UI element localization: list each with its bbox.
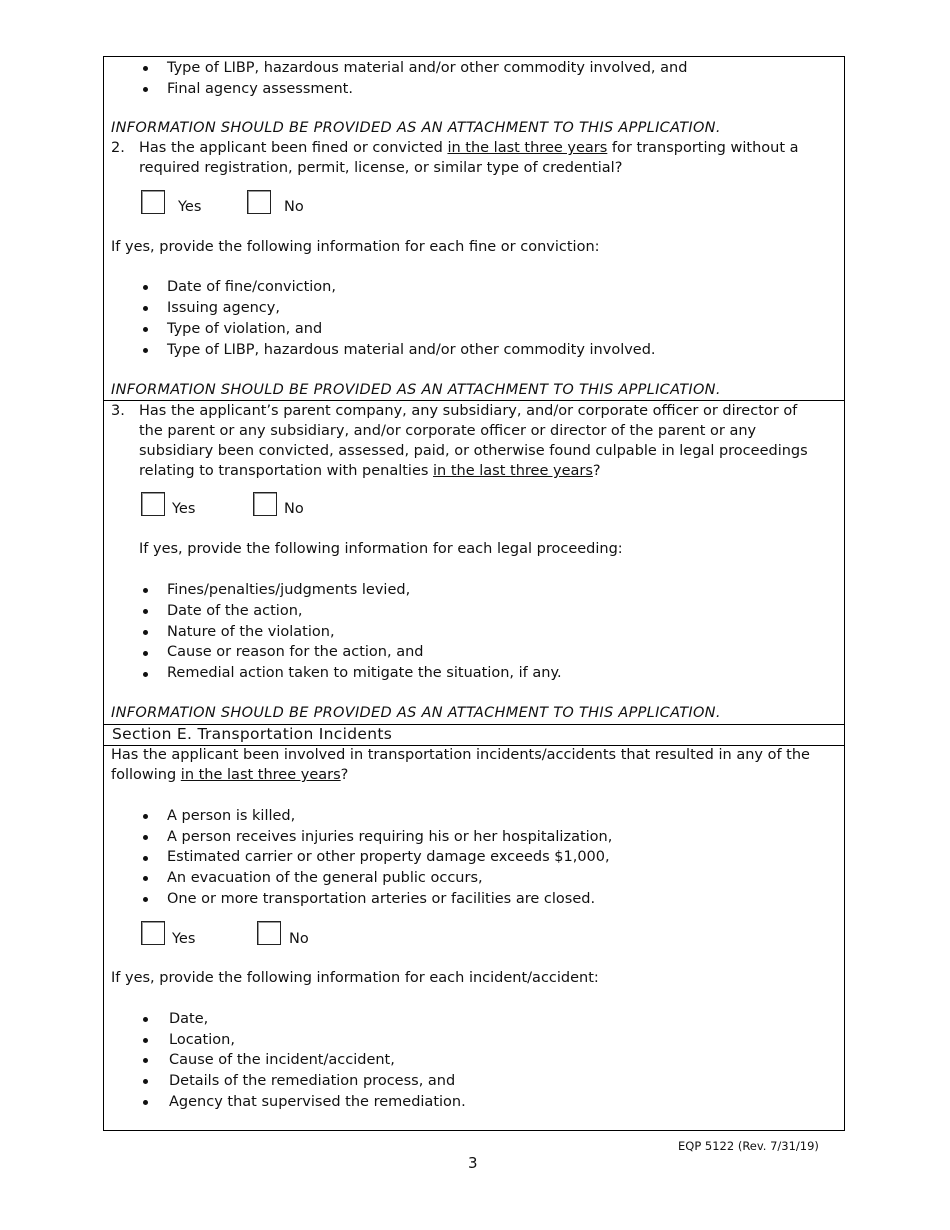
list-item: Date of fine/conviction, [167, 279, 336, 295]
list-item: One or more transportation arteries or facilities are closed. [167, 891, 596, 907]
list-item: Issuing agency, [167, 300, 280, 316]
bullet-marker [143, 1100, 148, 1105]
section-header: Section E. Transportation Incidents [112, 725, 393, 743]
list-item: Type of LIBP, hazardous material and/or other commodity involved, and [167, 60, 688, 76]
list-item: An evacuation of the general public occurs, [167, 870, 483, 886]
page-number: 3 [468, 1154, 478, 1172]
bullet-marker [143, 672, 148, 677]
bullet-marker [143, 327, 148, 332]
list-item: Cause of the incident/accident, [169, 1052, 395, 1068]
bullet-marker [143, 285, 148, 290]
bullet-marker [143, 588, 148, 593]
list-item: Remedial action taken to mitigate the situation, if any. [167, 665, 562, 681]
yes-label: Yes [172, 501, 196, 517]
bullet-marker [143, 306, 148, 311]
bullet-marker [143, 856, 148, 861]
bullet-marker [143, 66, 148, 71]
list-item: Date of the action, [167, 603, 303, 619]
no-label: No [284, 501, 304, 517]
form-code: EQP 5122 (Rev. 7/31/19) [678, 1139, 819, 1153]
bullet-marker [143, 814, 148, 819]
bullet-marker [143, 1038, 148, 1043]
instruction-text: If yes, provide the following information for each fine or conviction: [111, 239, 600, 255]
bullet-marker [143, 835, 148, 840]
no-label: No [284, 199, 304, 215]
attachment-note: INFORMATION SHOULD BE PROVIDED AS AN ATTACHMENT TO THIS APPLICATION. [111, 705, 721, 721]
list-item: Fines/penalties/judgments levied, [167, 582, 411, 598]
question-number: 3. [111, 403, 125, 419]
question-text: required registration, permit, license, or similar type of credential? [139, 160, 623, 176]
yes-checkbox[interactable] [141, 492, 165, 516]
list-item: Cause or reason for the action, and [167, 644, 424, 660]
no-checkbox[interactable] [247, 190, 271, 214]
attachment-note: INFORMATION SHOULD BE PROVIDED AS AN ATTACHMENT TO THIS APPLICATION. [111, 120, 721, 136]
list-item: A person receives injuries requiring his or her hospitalization, [167, 829, 613, 845]
yes-checkbox[interactable] [141, 190, 165, 214]
list-item: Location, [169, 1032, 235, 1048]
question-text: Has the applicant been fined or convicted in the last three years for transporting without a [139, 140, 799, 156]
question-text: Has the applicant been involved in transportation incidents/accidents that resulted in any of the [111, 747, 810, 763]
bullet-marker [143, 609, 148, 614]
attachment-note: INFORMATION SHOULD BE PROVIDED AS AN ATTACHMENT TO THIS APPLICATION. [111, 382, 721, 398]
question-text: relating to transportation with penalties in the last three years? [139, 463, 601, 479]
bullet-marker [143, 1079, 148, 1084]
bullet-marker [143, 348, 148, 353]
bullet-marker [143, 651, 148, 656]
no-label: No [289, 931, 309, 947]
list-item: Details of the remediation process, and [169, 1073, 456, 1089]
yes-label: Yes [172, 931, 196, 947]
no-checkbox[interactable] [253, 492, 277, 516]
bullet-marker [143, 1017, 148, 1022]
bullet-marker [143, 897, 148, 902]
bullet-marker [143, 876, 148, 881]
list-item: Estimated carrier or other property damage exceeds $1,000, [167, 849, 610, 865]
list-item: Nature of the violation, [167, 624, 335, 640]
question-text: following in the last three years? [111, 767, 349, 783]
emphasis-underline: in the last three years [180, 767, 341, 783]
question-text: the parent or any subsidiary, and/or corporate officer or director of the parent or any [139, 423, 757, 439]
list-item: Date, [169, 1011, 209, 1027]
emphasis-underline: in the last three years [433, 463, 593, 479]
emphasis-underline: in the last three years [447, 140, 608, 156]
list-item: Type of violation, and [167, 321, 323, 337]
list-item: Final agency assessment. [167, 81, 353, 97]
question-text: Has the applicant’s parent company, any subsidiary, and/or corporate officer or director of [139, 403, 798, 419]
bullet-marker [143, 87, 148, 92]
bullet-marker [143, 1058, 148, 1063]
question-text: subsidiary been convicted, assessed, paid, or otherwise found culpable in legal proceedings [139, 443, 808, 459]
bullet-marker [143, 630, 148, 635]
list-item: Type of LIBP, hazardous material and/or other commodity involved. [167, 342, 656, 358]
question-number: 2. [111, 140, 125, 156]
no-checkbox[interactable] [257, 921, 281, 945]
instruction-text: If yes, provide the following information for each incident/accident: [111, 970, 599, 986]
yes-label: Yes [178, 199, 202, 215]
list-item: A person is killed, [167, 808, 296, 824]
instruction-text: If yes, provide the following information for each legal proceeding: [139, 541, 623, 557]
list-item: Agency that supervised the remediation. [169, 1094, 466, 1110]
yes-checkbox[interactable] [141, 921, 165, 945]
